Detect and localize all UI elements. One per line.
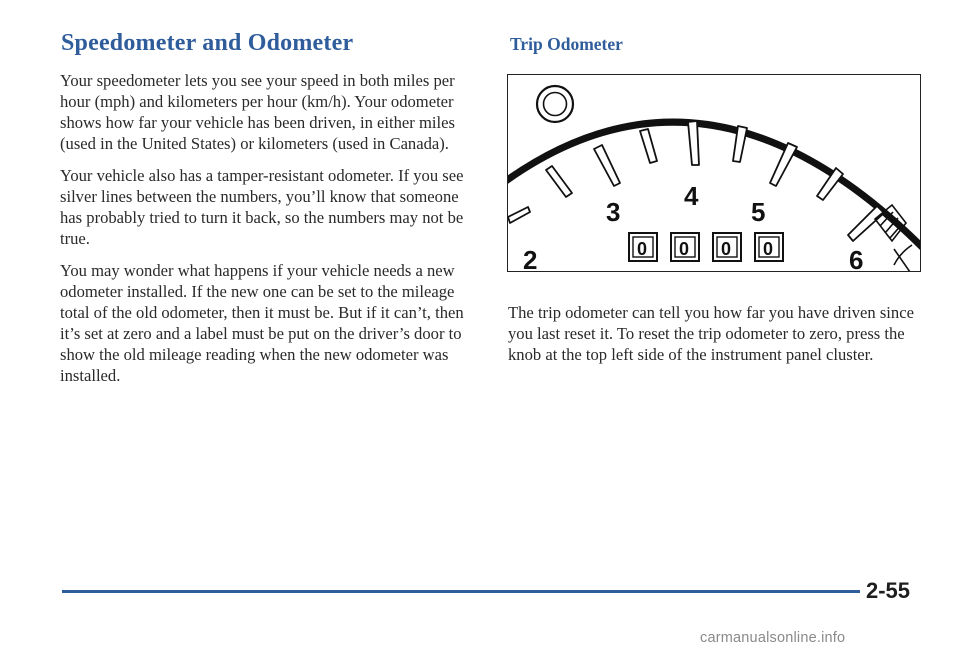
odometer-digit: 0 (637, 239, 648, 259)
gauge-tick-major (594, 145, 620, 186)
left-column-text (60, 70, 480, 397)
odometer-digit-window (671, 233, 699, 261)
gauge-tick-minor (546, 166, 572, 197)
odometer-digit-window (629, 233, 657, 261)
paragraph-new-odometer: You may wonder what happens if your vehicle needs a new odometer installed. If the new one can be set to the mileage total of the old odometer, then it must be. But if it can’t, then it’s set at zero and a label must be put on the driver’s door to show the old mileage reading when the new odometer was installed. (60, 261, 464, 385)
trip-odometer-illustration (507, 74, 921, 272)
odometer-digit: 0 (763, 239, 774, 259)
page-number: 2-55 (866, 578, 911, 603)
gauge-number-2: 2 (523, 245, 538, 272)
odometer-digit: 0 (679, 239, 690, 259)
reset-knob-icon[interactable] (537, 86, 573, 122)
section-heading-speedometer: Speedometer and Odometer (61, 30, 354, 56)
paragraph-tamper-resistant: Your vehicle also has a tamper-resistant odometer. If you see silver lines between the numbers, you’ll know that someone has probably tried to turn it back, so the numbers may not be true. (60, 166, 464, 248)
gauge-tick-major (508, 207, 530, 223)
gauge-number-4: 4 (684, 181, 699, 211)
section-heading-trip-odometer: Trip Odometer (510, 34, 623, 54)
odometer-digit-window (713, 233, 741, 261)
redline-zone (875, 205, 912, 272)
gauge-number-5: 5 (751, 197, 766, 227)
paragraph-trip-odometer: The trip odometer can tell you how far you have driven since you last reset it. To reset the trip odometer to zero, press the knob at the top left side of the instrument panel cluster. (508, 303, 914, 364)
odometer-digit: 0 (721, 239, 732, 259)
watermark-text: carmanualsonline.info (700, 630, 846, 646)
gauge-tick-major (688, 121, 699, 165)
paragraph-speedometer-intro: Your speedometer lets you see your speed in both miles per hour (mph) and kilometers per hour (km/h). Your odometer shows how far your vehicle has been driven, in either miles (used in the United States) or kilometers (used in Canada). (60, 71, 455, 153)
gauge-number-3: 3 (606, 197, 621, 227)
gauge-number-6: 6 (849, 245, 864, 272)
trip-odometer-display (629, 233, 783, 261)
gauge-tick-minor (640, 129, 657, 163)
speedometer-gauge-drawing (508, 75, 921, 272)
footer-divider (62, 590, 860, 593)
right-column-text (508, 302, 928, 365)
odometer-digit-window (755, 233, 783, 261)
